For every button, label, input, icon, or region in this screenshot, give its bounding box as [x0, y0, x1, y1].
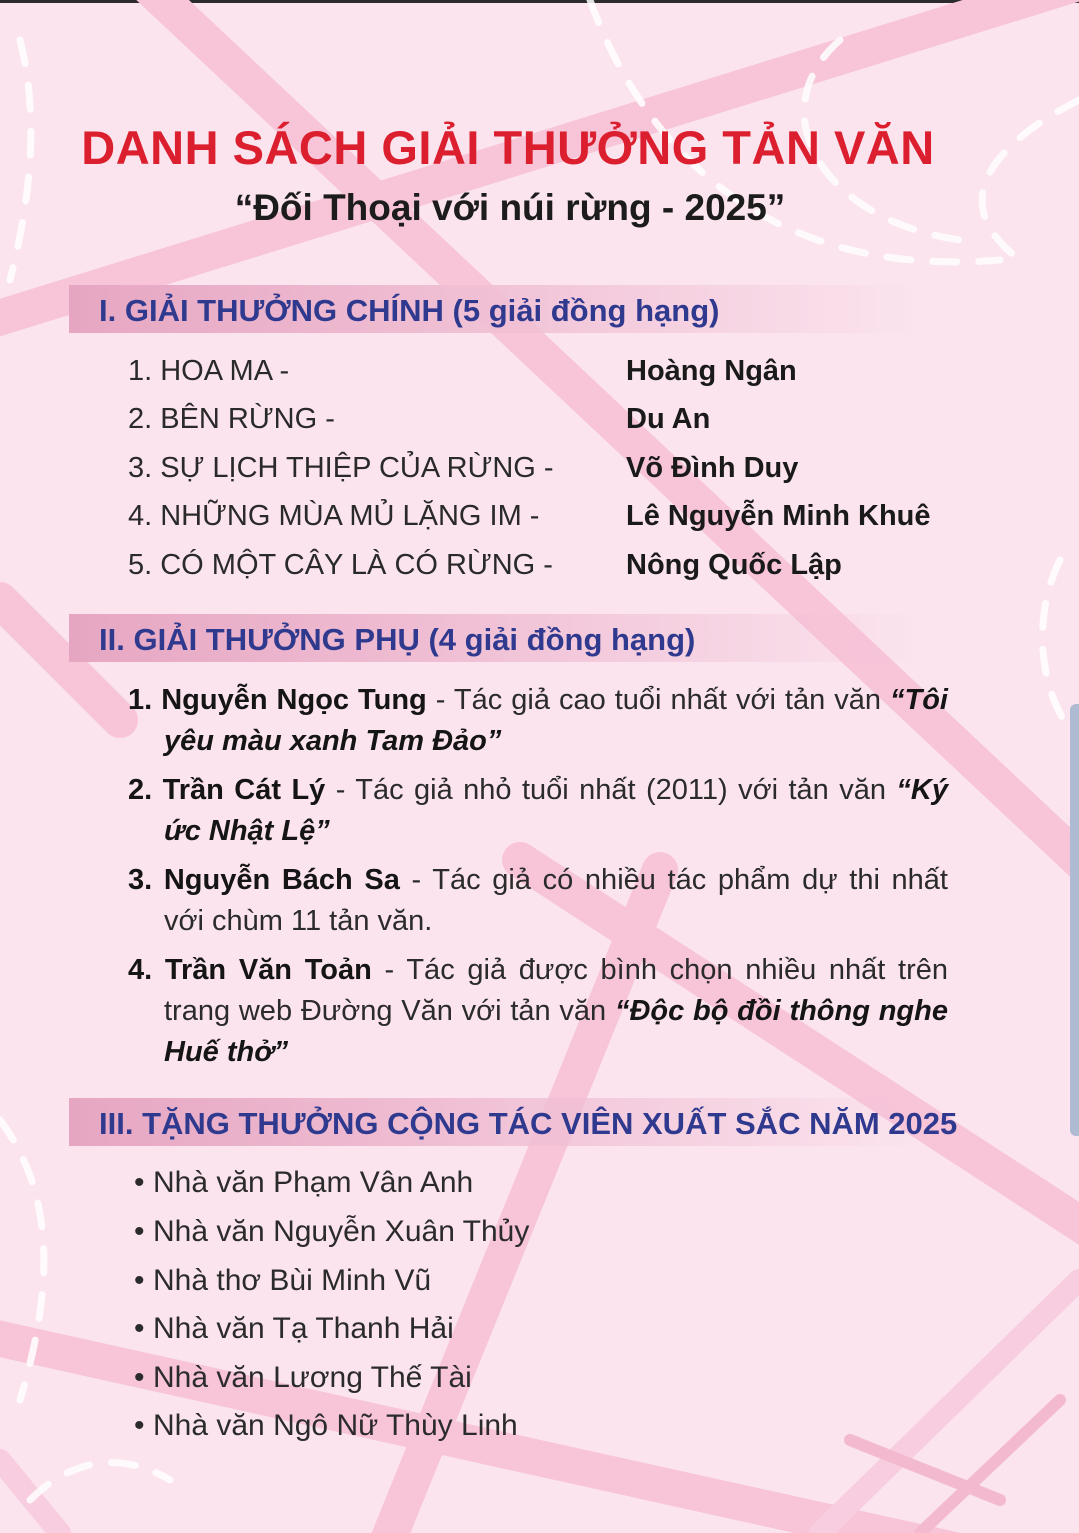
collaborator-list-item — [134, 1166, 473, 1200]
secondary-award-item-4 — [128, 950, 948, 1073]
bullet-icon: • — [134, 1215, 145, 1248]
award-number: 2. — [128, 774, 153, 806]
award-number: 1. — [128, 684, 153, 716]
collaborator-name: Nhà văn Nguyễn Xuân Thủy — [153, 1215, 530, 1248]
award-work-title: “Tôi yêu màu xanh Tam Đảo” — [164, 684, 948, 757]
award-recipient: Nguyễn Ngọc Tung — [161, 684, 427, 716]
bullet-icon: • — [134, 1312, 145, 1345]
collaborator-list-item — [134, 1312, 454, 1346]
section3-heading: III. TẶNG THƯỞNG CỘNG TÁC VIÊN XUẤT SẮC NĂM 2025 — [99, 1106, 958, 1141]
bullet-icon: • — [134, 1409, 145, 1442]
award-recipient: Nguyễn Bách Sa — [163, 864, 400, 896]
collaborator-name: Nhà văn Ngô Nữ Thùy Linh — [153, 1409, 518, 1442]
main-award-author: Nông Quốc Lập — [626, 549, 842, 581]
page-title: DANH SÁCH GIẢI THƯỞNG TẢN VĂN — [81, 121, 935, 174]
collaborator-name: Nhà văn Lương Thế Tài — [153, 1361, 472, 1394]
main-award-work: 4. NHỮNG MÙA MỦ LẶNG IM - — [128, 500, 540, 532]
main-award-work: 1. HOA MA - — [128, 355, 290, 387]
main-award-work: 2. BÊN RỪNG - — [128, 403, 335, 435]
section1-heading: I. GIẢI THƯỞNG CHÍNH (5 giải đồng hạng) — [99, 293, 720, 328]
award-number: 3. — [128, 864, 153, 896]
scrollbar-handle[interactable] — [1070, 704, 1079, 1136]
award-description: - Tác giả nhỏ tuổi nhất (2011) với tản văn — [325, 774, 897, 806]
section2-heading: II. GIẢI THƯỞNG PHỤ (4 giải đồng hạng) — [99, 622, 696, 657]
section3-heading-band — [69, 1098, 958, 1146]
page-subtitle: “Đối Thoại với núi rừng - 2025” — [234, 187, 786, 228]
award-recipient: Trần Cát Lý — [162, 774, 326, 806]
award-description: - Tác giả cao tuổi nhất với tản văn — [426, 684, 890, 716]
bullet-icon: • — [134, 1166, 145, 1199]
collaborator-name: Nhà văn Phạm Vân Anh — [153, 1166, 474, 1199]
bullet-icon: • — [134, 1361, 145, 1394]
secondary-award-item-3 — [128, 860, 948, 942]
secondary-award-item-2 — [128, 770, 948, 852]
main-award-author: Lê Nguyễn Minh Khuê — [626, 500, 931, 532]
main-award-work: 3. SỰ LỊCH THIỆP CỦA RỪNG - — [128, 452, 554, 484]
collaborator-list-item — [134, 1409, 518, 1443]
secondary-award-item-1 — [128, 680, 948, 762]
award-work-title: “Độc bộ đồi thông nghe Huế thở” — [164, 995, 948, 1068]
award-description: - Tác giả có nhiều tác phẩm dự thi nhất với chùm 11 tản văn. — [164, 864, 948, 937]
main-award-work: 5. CÓ MỘT CÂY LÀ CÓ RỪNG - — [128, 549, 553, 581]
main-award-author: Hoàng Ngân — [626, 355, 797, 387]
collaborator-name: Nhà văn Tạ Thanh Hải — [153, 1312, 454, 1345]
main-award-author: Du An — [626, 403, 711, 435]
award-recipient: Trần Văn Toản — [164, 954, 372, 986]
section2-heading-band — [69, 614, 919, 662]
section1-heading-band — [69, 285, 919, 333]
collaborator-list-item — [134, 1361, 472, 1395]
collaborator-list-item — [134, 1215, 529, 1249]
award-description: - Tác giả được bình chọn nhiều nhất trên trang web Đường Văn với tản văn — [164, 954, 948, 1027]
award-work-title: “Ký ức Nhật Lệ” — [164, 774, 948, 847]
main-award-author: Võ Đình Duy — [626, 452, 799, 484]
bullet-icon: • — [134, 1264, 145, 1297]
award-number: 4. — [128, 954, 153, 986]
collaborator-name: Nhà thơ Bùi Minh Vũ — [153, 1264, 432, 1297]
collaborator-list-item — [134, 1264, 431, 1298]
